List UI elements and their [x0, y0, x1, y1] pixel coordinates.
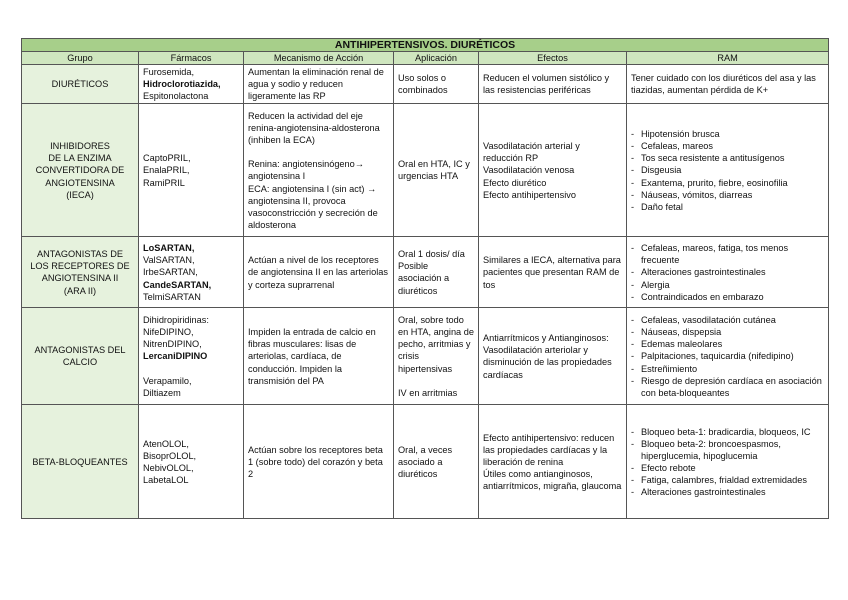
mecanismo-line: [248, 146, 389, 158]
header-efectos: Efectos: [479, 52, 627, 65]
efectos-line: Antiarrítmicos y Antianginosos: Vasodilatación arteriolar y disminución de las propiedades cardíacas: [483, 333, 612, 380]
cell-grupo: [22, 308, 139, 405]
ram-item: - Fatiga, calambres, frialdad extremidades: [631, 474, 824, 486]
cell-ram: [627, 104, 829, 237]
header-farmacos: Fármacos: [139, 52, 244, 65]
farmacos-line: NitrenDIPINO,: [143, 339, 202, 350]
table-row: [22, 405, 829, 519]
cell-efectos: [479, 405, 627, 519]
cell-farmacos: [139, 104, 244, 237]
grupo-line: CALCIO: [62, 357, 98, 368]
cell-ram: [627, 237, 829, 308]
efectos-line: Vasodilatación venosa: [483, 165, 575, 176]
ram-item: - Cefaleas, vasodilatación cutánea: [631, 314, 824, 326]
cell-ram: [627, 65, 829, 104]
ram-list: [631, 128, 824, 213]
ram-item: - Bloqueo beta-1: bradicardia, bloqueos, IC: [631, 426, 824, 438]
grupo-line: ANGIOTENSINA II: [41, 273, 119, 284]
mecanismo-line: Reducen la actividad del eje renina-angiotensina-aldosterona (inhiben la ECA): [248, 111, 380, 146]
cell-efectos: [479, 237, 627, 308]
ram-item: - Contraindicados en embarazo: [631, 291, 824, 303]
farmacos-line: Dihidropiridinas:: [143, 315, 209, 326]
cell-grupo: [22, 65, 139, 104]
grupo-line: (ARA II): [63, 285, 97, 296]
cell-mecanismo: [244, 104, 394, 237]
cell-mecanismo: [244, 65, 394, 104]
ram-item: - Estreñimiento: [631, 363, 824, 375]
cell-mecanismo: [244, 405, 394, 519]
ram-item: - Riesgo de depresión cardíaca en asociación con beta-bloqueantes: [631, 375, 824, 399]
cell-mecanismo: [244, 237, 394, 308]
header-grupo: Grupo: [22, 52, 139, 65]
ram-item: - Efecto rebote: [631, 462, 824, 474]
mecanismo-line: Actúan sobre los receptores beta 1 (sobre todo) del corazón y beta 2: [248, 444, 383, 480]
aplicacion-line: Uso solos o combinados: [398, 73, 448, 96]
aplicacion-line: Oral en HTA, IC y urgencias HTA: [398, 159, 470, 182]
header-ram: RAM: [627, 52, 829, 65]
ram-list: [631, 426, 824, 499]
ram-item: Tener cuidado con los diuréticos del asa y las tiazidas, aumentan pérdida de K+: [631, 73, 816, 96]
cell-farmacos: [139, 65, 244, 104]
cell-grupo: [22, 237, 139, 308]
grupo-line: BETA-BLOQUEANTES: [32, 456, 128, 467]
antihypertensives-table: [21, 38, 829, 519]
ram-item: - Bloqueo beta-2: broncoespasmos, hiperglucemia, hipoglucemia: [631, 438, 824, 462]
ram-item: - Cefaleas, mareos, fatiga, tos menos frecuente: [631, 242, 824, 266]
cell-aplicacion: [394, 308, 479, 405]
table-title: ANTIHIPERTENSIVOS. DIURÉTICOS: [22, 39, 829, 52]
cell-farmacos: [139, 405, 244, 519]
farmacos-line: LercaniDIPINO: [143, 351, 208, 362]
ram-item: - Náuseas, vómitos, diarreas: [631, 189, 824, 201]
farmacos-line: BisoprOLOL,: [143, 450, 197, 461]
farmacos-line: EnalaPRIL,: [143, 165, 190, 176]
cell-farmacos: [139, 237, 244, 308]
ram-list: [631, 314, 824, 399]
ram-item: - Disgeusia: [631, 164, 824, 176]
grupo-line: CONVERTIDORA DE: [35, 165, 125, 176]
header-mecanismo: Mecanismo de Acción: [244, 52, 394, 65]
mecanismo-line: Aumentan la eliminación renal de agua y sodio y reducen ligeramente las RP: [248, 67, 384, 102]
aplicacion-line: Oral, sobre todo en HTA, angina de pecho, arritmias y crisis hipertensivas: [398, 315, 474, 374]
farmacos-line: ValSARTAN,: [143, 255, 195, 266]
cell-aplicacion: [394, 104, 479, 237]
cell-farmacos: [139, 308, 244, 405]
aplicacion-line: IV en arritmias: [398, 387, 458, 398]
farmacos-line: Espitonolactona: [143, 91, 209, 102]
farmacos-line: Diltiazem: [143, 387, 181, 398]
grupo-line: (IECA): [66, 189, 94, 200]
ram-item: - Exantema, prurito, fiebre, eosinofilia: [631, 177, 824, 189]
farmacos-line: NebivOLOL,: [143, 462, 194, 473]
table-row: [22, 237, 829, 308]
table-row: [22, 308, 829, 405]
cell-efectos: [479, 308, 627, 405]
grupo-line: DIURÉTICOS: [51, 79, 109, 90]
farmacos-line: [143, 363, 239, 375]
table-row: [22, 104, 829, 237]
efectos-line: Similares a IECA, alternativa para pacientes que presentan RAM de tos: [483, 255, 621, 290]
ram-item: - Daño fetal: [631, 201, 824, 213]
ram-item: - Hipotensión brusca: [631, 128, 824, 140]
grupo-line: ANTAGONISTAS DEL: [34, 345, 126, 356]
cell-efectos: [479, 104, 627, 237]
mecanismo-line: Actúan a nivel de los receptores de angiotensina II en las arteriolas y corteza suprarrenal: [248, 255, 388, 290]
table-body: [22, 65, 829, 519]
farmacos-line: Hidroclorotiazida,: [143, 79, 221, 90]
farmacos-line: NifeDIPINO,: [143, 327, 194, 338]
cell-aplicacion: [394, 237, 479, 308]
farmacos-line: IrbeSARTAN,: [143, 267, 198, 278]
mecanismo-line: ECA: angiotensina I (sin act) → angiotensina II, provoca vasoconstricción y secreción de aldosterona: [248, 183, 378, 230]
cell-grupo: [22, 405, 139, 519]
mecanismo-line: Renina: angiotensinógeno→ angiotensina I: [248, 159, 364, 182]
ram-item: - Palpitaciones, taquicardia (nifedipino): [631, 350, 824, 362]
efectos-line: Efecto antihipertensivo: [483, 189, 576, 200]
aplicacion-line: [398, 375, 474, 387]
aplicacion-line: Oral 1 dosis/ día: [398, 249, 465, 260]
cell-efectos: [479, 65, 627, 104]
cell-grupo: [22, 104, 139, 237]
ram-item: - Tos seca resistente a antitusígenos: [631, 152, 824, 164]
farmacos-line: RamiPRIL: [143, 177, 185, 188]
efectos-line: Efecto antihipertensivo: reducen las propiedades cardíacas y la liberación de renina: [483, 432, 615, 467]
header-row: [22, 52, 829, 65]
cell-ram: [627, 308, 829, 405]
efectos-line: Útiles como antianginosos, antiarrítmicos, migraña, glaucoma: [483, 469, 622, 492]
header-aplicacion: Aplicación: [394, 52, 479, 65]
ram-item: - Alteraciones gastrointestinales: [631, 486, 824, 498]
efectos-line: Efecto diurético: [483, 177, 547, 188]
grupo-line: LOS RECEPTORES DE: [30, 261, 130, 272]
mecanismo-line: Impiden la entrada de calcio en fibras musculares: lisas de arteriolas, cardíaca, de conducción. Impiden la transmisión del PA: [248, 327, 376, 386]
aplicacion-line: Oral, a veces asociado a diuréticos: [398, 444, 453, 480]
farmacos-line: Verapamilo,: [143, 375, 192, 386]
ram-item: - Náuseas, dispepsia: [631, 326, 824, 338]
grupo-line: INHIBIDORES: [50, 141, 110, 152]
ram-item: - Alergia: [631, 279, 824, 291]
cell-mecanismo: [244, 308, 394, 405]
cell-aplicacion: [394, 65, 479, 104]
cell-aplicacion: [394, 405, 479, 519]
ram-list: [631, 242, 824, 302]
farmacos-line: Furosemida,: [143, 67, 195, 78]
ram-item: - Cefaleas, mareos: [631, 140, 824, 152]
aplicacion-line: Posible asociación a diuréticos: [398, 261, 450, 296]
ram-item: - Alteraciones gastrointestinales: [631, 266, 824, 278]
farmacos-line: AtenOLOL,: [143, 438, 189, 449]
farmacos-line: CandeSARTAN,: [143, 279, 212, 290]
farmacos-line: LabetaLOL: [143, 475, 189, 486]
ram-item: - Edemas maleolares: [631, 338, 824, 350]
grupo-line: ANGIOTENSINA: [45, 177, 115, 188]
grupo-line: ANTAGONISTAS DE: [37, 249, 123, 260]
farmacos-line: CaptoPRIL,: [143, 153, 191, 164]
cell-ram: [627, 405, 829, 519]
table-row: [22, 65, 829, 104]
efectos-line: Reducen el volumen sistólico y las resistencias periféricas: [483, 73, 610, 96]
grupo-line: DE LA ENZIMA: [48, 153, 112, 164]
farmacos-line: TelmiSARTAN: [143, 291, 201, 302]
ram-list: [631, 72, 824, 96]
efectos-line: Vasodilatación arterial y reducción RP: [483, 141, 580, 164]
farmacos-line: LoSARTAN,: [143, 243, 195, 254]
